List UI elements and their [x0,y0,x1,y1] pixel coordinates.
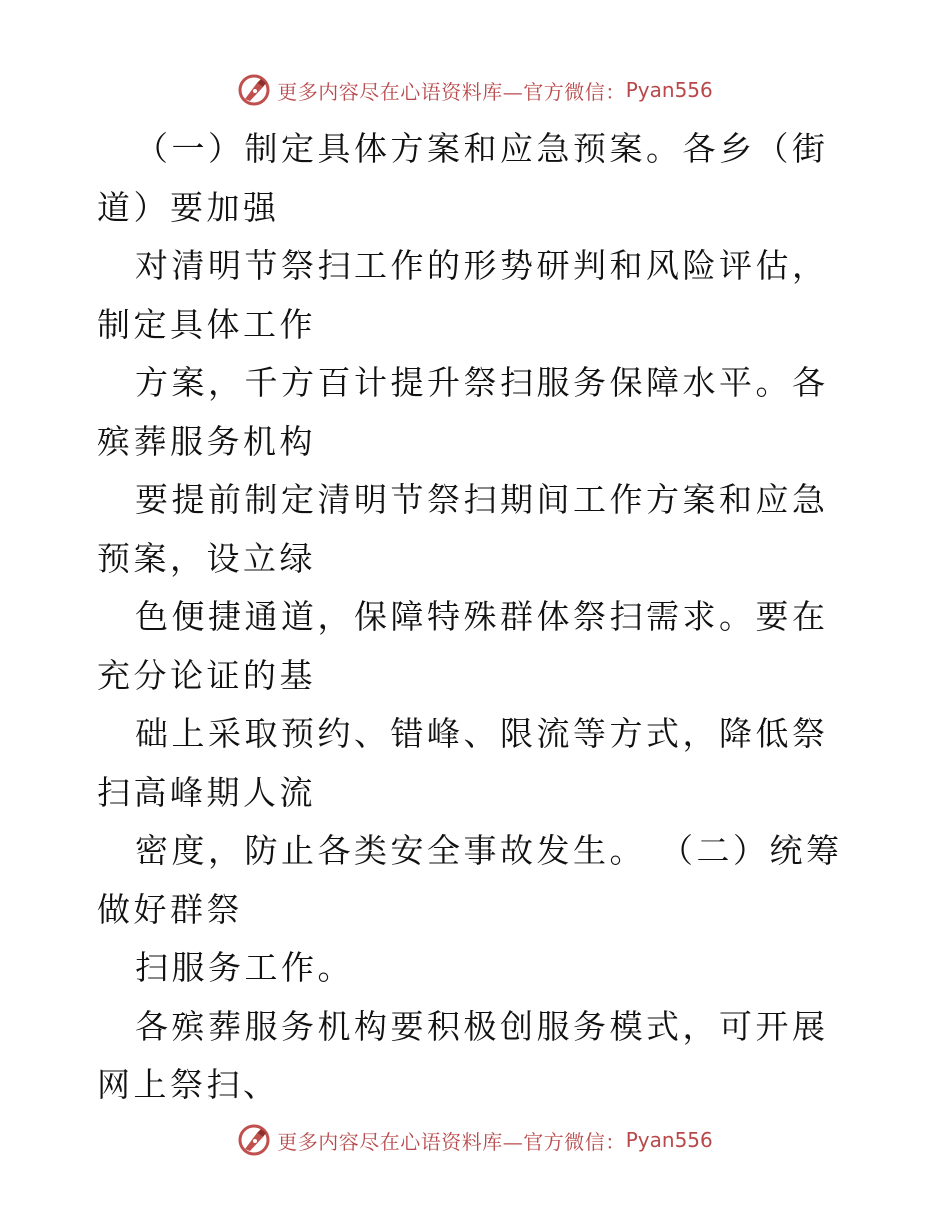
watermark-wechat-id: Pyan556 [625,1128,713,1152]
footer-watermark [0,1120,950,1160]
pen-nib-logo-icon [237,1123,271,1157]
paragraph-1: （一）制定具体方案和应急预案。各乡（街道）要加强 [97,129,829,227]
paragraph-2: 对清明节祭扫工作的形势研判和风险评估，制定具体工作 [97,246,829,344]
document-body [97,120,857,1115]
paragraph-9: 各殡葬服务机构要积极创服务模式，可开展网上祭扫、 [97,1006,829,1104]
watermark-text: 更多内容尽在心语资料库—官方微信： [277,79,626,104]
header-watermark [0,70,950,110]
paragraph-8: 扫服务工作。 [135,948,354,987]
paragraph-5: 色便捷通道，保障特殊群体祭扫需求。要在充分论证的基 [97,597,829,695]
pen-nib-logo-icon [237,73,271,107]
watermark-text: 更多内容尽在心语资料库—官方微信： [277,1129,626,1154]
paragraph-7: 密度，防止各类安全事故发生。 （二）统筹做好群祭 [97,831,843,929]
watermark-wechat-id: Pyan556 [625,78,713,102]
paragraph-3: 方案，千方百计提升祭扫服务保障水平。各殡葬服务机构 [97,363,829,461]
paragraph-4: 要提前制定清明节祭扫期间工作方案和应急预案，设立绿 [97,480,829,578]
paragraph-6: 础上采取预约、错峰、限流等方式，降低祭扫高峰期人流 [97,714,829,812]
